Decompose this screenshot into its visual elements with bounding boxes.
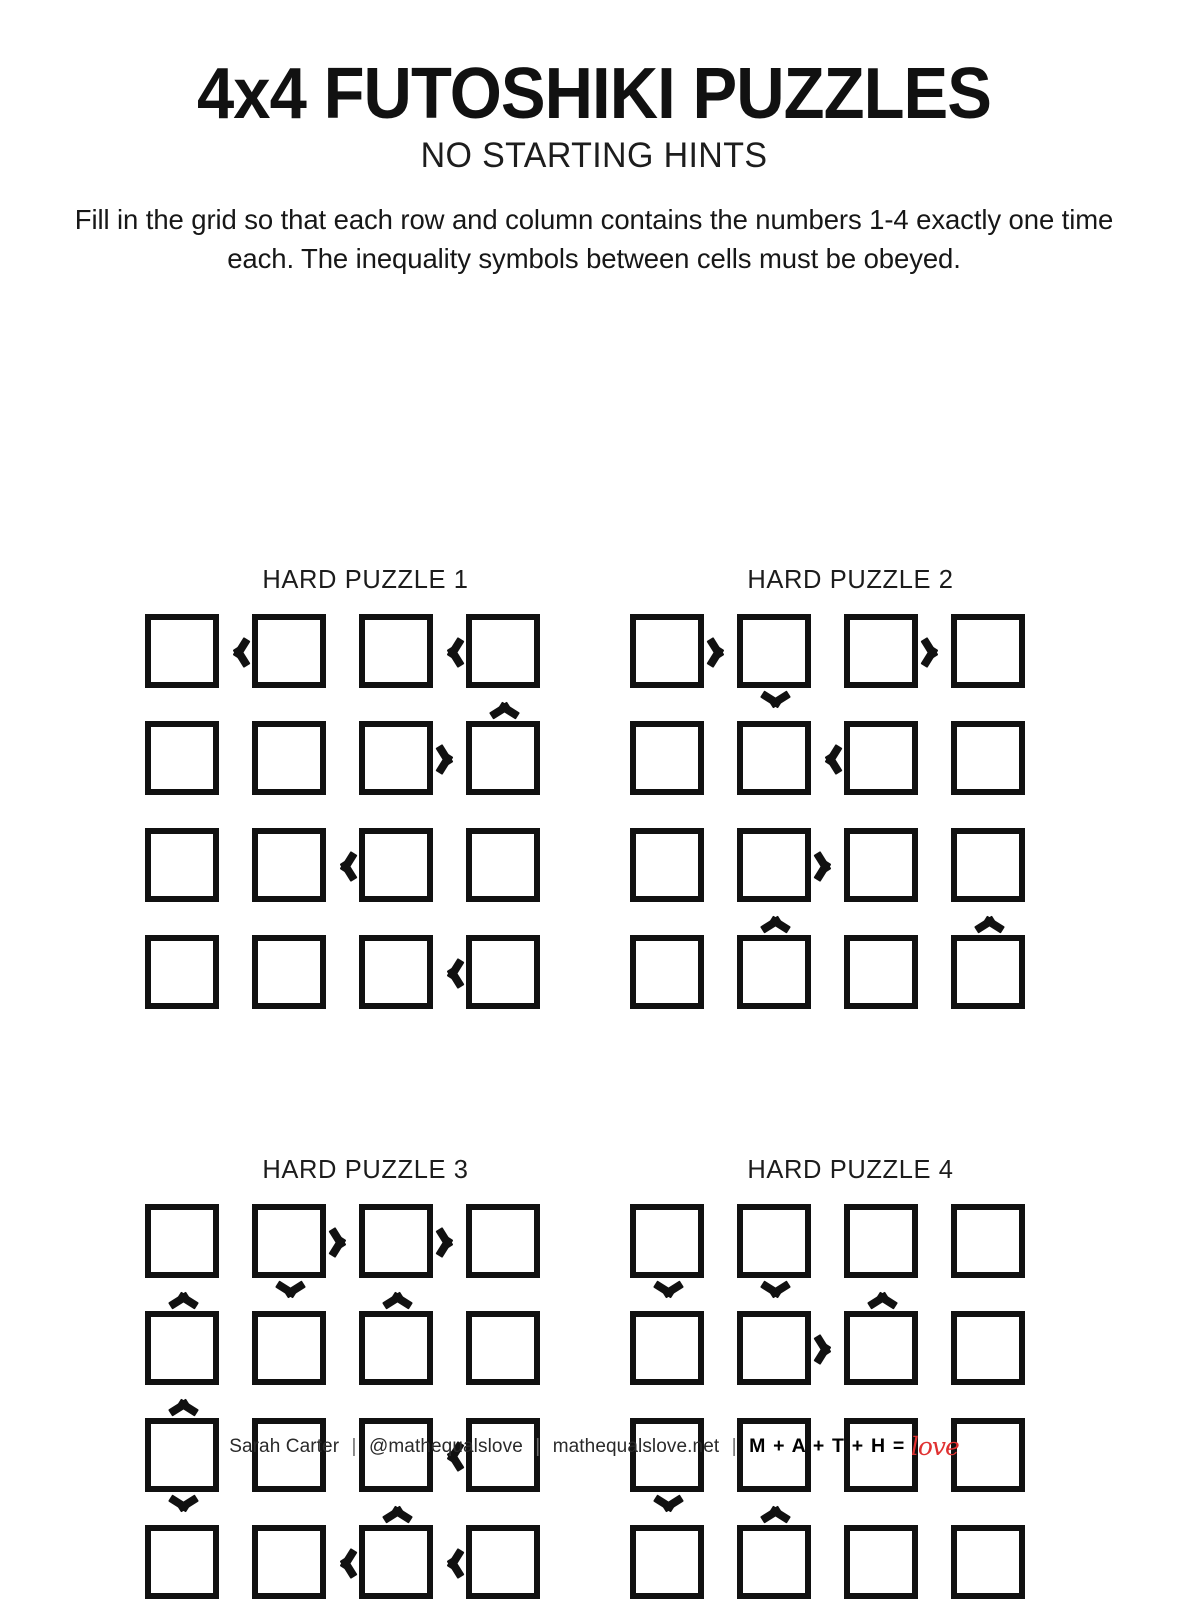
puzzle-cell[interactable] [359, 614, 433, 688]
footer-math-equation: M + A + T + H = [749, 1435, 906, 1457]
footer-separator-1: | [351, 1436, 357, 1457]
puzzle-cell[interactable] [737, 1204, 811, 1278]
puzzle-cell[interactable] [844, 721, 918, 795]
puzzle-title-1: HARD PUZZLE 1 [262, 566, 469, 595]
puzzle-block-2 [630, 566, 1055, 1009]
puzzle-grid-4 [630, 1204, 1025, 1599]
puzzle-cell[interactable] [630, 614, 704, 688]
up-chevron-icon [167, 1280, 197, 1310]
puzzle-grid-2 [630, 614, 1025, 1009]
puzzle-cell[interactable] [466, 614, 540, 688]
greater-than-icon [328, 1226, 358, 1256]
footer-separator-2: | [535, 1436, 541, 1457]
puzzle-cell[interactable] [145, 935, 219, 1009]
puzzle-cell[interactable] [145, 721, 219, 795]
less-than-icon [435, 636, 465, 666]
page-title: 4x4 FUTOSHIKI PUZZLES [196, 54, 992, 134]
puzzle-block-1 [145, 566, 570, 1009]
puzzle-cell[interactable] [466, 935, 540, 1009]
puzzle-cell[interactable] [359, 828, 433, 902]
down-chevron-icon [652, 1280, 682, 1310]
puzzle-cell[interactable] [145, 614, 219, 688]
puzzle-cell[interactable] [630, 721, 704, 795]
greater-than-icon [435, 743, 465, 773]
puzzle-cell[interactable] [145, 1525, 219, 1599]
page-footer [0, 1432, 1188, 1461]
puzzle-cell[interactable] [844, 828, 918, 902]
puzzle-cell[interactable] [951, 1525, 1025, 1599]
puzzle-cell[interactable] [252, 1204, 326, 1278]
puzzle-cell[interactable] [466, 1311, 540, 1385]
puzzle-cell[interactable] [844, 1311, 918, 1385]
puzzle-cell[interactable] [951, 828, 1025, 902]
greater-than-icon [813, 850, 843, 880]
puzzle-cell[interactable] [630, 828, 704, 902]
puzzle-cell[interactable] [252, 721, 326, 795]
puzzle-title-4: HARD PUZZLE 4 [747, 1156, 954, 1185]
puzzle-cell[interactable] [252, 614, 326, 688]
puzzle-cell[interactable] [466, 721, 540, 795]
puzzle-cell[interactable] [466, 1204, 540, 1278]
puzzle-cell[interactable] [844, 1204, 918, 1278]
puzzle-cell[interactable] [359, 1204, 433, 1278]
puzzle-cell[interactable] [737, 1311, 811, 1385]
puzzle-cell[interactable] [252, 1311, 326, 1385]
up-chevron-icon [167, 1387, 197, 1417]
less-than-icon [221, 636, 251, 666]
up-chevron-icon [759, 904, 789, 934]
puzzle-cell[interactable] [252, 935, 326, 1009]
puzzle-title-2: HARD PUZZLE 2 [747, 566, 954, 595]
down-chevron-icon [759, 690, 789, 720]
puzzle-cell[interactable] [252, 1525, 326, 1599]
puzzle-cell[interactable] [359, 1311, 433, 1385]
greater-than-icon [920, 636, 950, 666]
greater-than-icon [706, 636, 736, 666]
puzzle-cell[interactable] [145, 828, 219, 902]
puzzle-cell[interactable] [630, 1311, 704, 1385]
footer-website[interactable]: mathequalslove.net [552, 1436, 720, 1457]
puzzle-cell[interactable] [630, 935, 704, 1009]
puzzle-cell[interactable] [951, 721, 1025, 795]
puzzle-cell[interactable] [466, 1525, 540, 1599]
footer-love-word: love [910, 1432, 959, 1461]
down-chevron-icon [167, 1494, 197, 1524]
puzzle-cell[interactable] [737, 828, 811, 902]
footer-handle: @mathequalslove [368, 1436, 523, 1457]
page-subtitle: NO STARTING HINTS [420, 136, 768, 175]
puzzle-cell[interactable] [737, 1525, 811, 1599]
less-than-icon [328, 1547, 358, 1577]
up-chevron-icon [381, 1280, 411, 1310]
puzzle-block-3 [145, 1156, 570, 1599]
puzzle-cell[interactable] [951, 935, 1025, 1009]
up-chevron-icon [759, 1494, 789, 1524]
down-chevron-icon [652, 1494, 682, 1524]
puzzle-cell[interactable] [630, 1204, 704, 1278]
puzzle-cell[interactable] [951, 614, 1025, 688]
puzzle-cell[interactable] [737, 721, 811, 795]
puzzle-cell[interactable] [359, 1525, 433, 1599]
puzzle-grid-3 [145, 1204, 540, 1599]
less-than-icon [435, 1547, 465, 1577]
puzzle-title-3: HARD PUZZLE 3 [262, 1156, 469, 1185]
puzzle-cell[interactable] [466, 828, 540, 902]
puzzle-cell[interactable] [359, 935, 433, 1009]
puzzle-cell[interactable] [951, 1311, 1025, 1385]
up-chevron-icon [381, 1494, 411, 1524]
footer-author: Sarah Carter [229, 1436, 340, 1457]
down-chevron-icon [274, 1280, 304, 1310]
puzzle-cell[interactable] [737, 935, 811, 1009]
puzzle-cell[interactable] [145, 1311, 219, 1385]
greater-than-icon [435, 1226, 465, 1256]
puzzle-cell[interactable] [252, 828, 326, 902]
less-than-icon [328, 850, 358, 880]
instructions-text: Fill in the grid so that each row and column contains the numbers 1-4 exactly one time each. The inequality symbols between cells must be obeyed. [74, 204, 1114, 275]
down-chevron-icon [759, 1280, 789, 1310]
puzzle-cell[interactable] [844, 1525, 918, 1599]
puzzle-cell[interactable] [359, 721, 433, 795]
puzzle-cell[interactable] [844, 935, 918, 1009]
less-than-icon [435, 957, 465, 987]
puzzle-cell[interactable] [145, 1204, 219, 1278]
puzzle-cell[interactable] [844, 614, 918, 688]
footer-separator-3: | [731, 1436, 737, 1457]
greater-than-icon [813, 1333, 843, 1363]
up-chevron-icon [973, 904, 1003, 934]
page-header [0, 0, 1188, 278]
less-than-icon [813, 743, 843, 773]
puzzle-cell[interactable] [630, 1525, 704, 1599]
puzzle-area [0, 278, 1188, 1418]
puzzle-grid-1 [145, 614, 540, 1009]
puzzle-cell[interactable] [737, 614, 811, 688]
up-chevron-icon [488, 690, 518, 720]
up-chevron-icon [866, 1280, 896, 1310]
puzzle-block-4 [630, 1156, 1055, 1599]
puzzle-cell[interactable] [951, 1204, 1025, 1278]
